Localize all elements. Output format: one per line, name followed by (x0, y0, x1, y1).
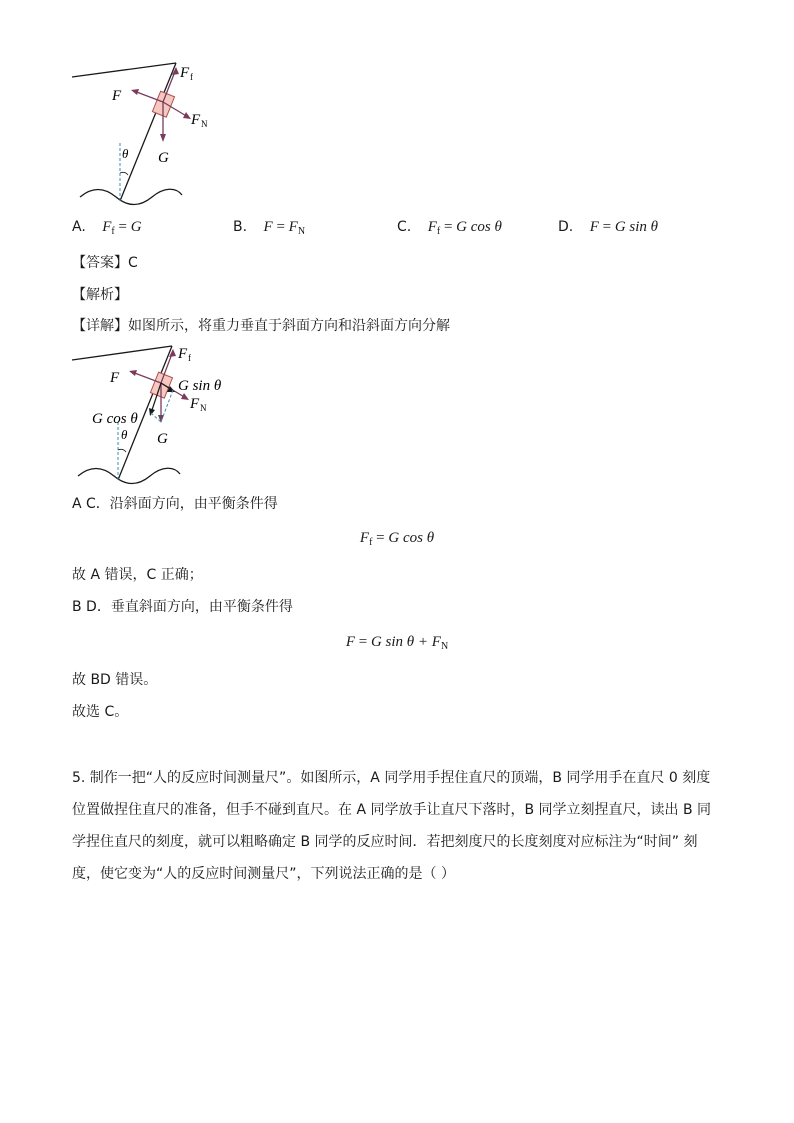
question-5 (72, 762, 732, 890)
eq1-lhs-sub: f (369, 537, 373, 548)
option-b[interactable] (233, 217, 305, 242)
option-key: D. (558, 219, 574, 235)
ac-intro: A C．沿斜面方向，由平衡条件得 (72, 496, 278, 512)
label-ff: F (180, 65, 190, 81)
option-rhs: G sin θ (614, 219, 659, 235)
label-ff-sub: f (188, 353, 191, 363)
eq2-rhs: G sin θ + F (370, 634, 441, 650)
eq1-rhs: G cos θ (388, 530, 435, 546)
answer-line (72, 253, 138, 273)
analysis-line (72, 285, 128, 305)
detail-tag: 【详解】 (72, 318, 128, 334)
label-gsin: G sin θ (178, 378, 222, 394)
q5-line: 度，使它变为“人的反应时间测量尺”，下列说法正确的是（ ） (72, 866, 455, 882)
q5-line: 学捏住直尺的刻度，就可以粗略确定 B 同学的反应时间．若把刻度尺的长度刻度对应标注为“时间” 刻 (72, 834, 698, 850)
label-fn: F (190, 396, 200, 412)
label-f: F (110, 370, 120, 386)
eq1-rel: = (372, 530, 389, 546)
label-ff: F (178, 346, 188, 362)
option-lhs: F (427, 219, 437, 235)
q5-line: 位置做捏住直尺的准备，但手不碰到直尺。在 A 同学放手让直尺下落时，B 同学立刻捏直尺，读出 B 同 (72, 802, 712, 818)
force-diagram-1 (60, 55, 230, 210)
eq1-lhs: F (359, 530, 370, 546)
answer-value: C (128, 255, 138, 271)
option-c[interactable] (397, 217, 502, 242)
q5-line: 5. 制作一把“人的反应时间测量尺”。如图所示，A 同学用手捏住直尺的顶端，B 同学用手在直尺 0 刻度 (72, 770, 711, 786)
equation-2 (0, 632, 794, 657)
bd-intro: B D．垂直斜面方向，由平衡条件得 (72, 599, 293, 615)
answer-tag: 【答案】 (72, 255, 128, 271)
bd-result: 故 BD 错误。 (72, 672, 158, 688)
option-lhs: F (589, 219, 599, 235)
detail-text: 如图所示，将重力垂直于斜面方向和沿斜面方向分解 (128, 318, 450, 334)
option-key: A. (72, 219, 86, 235)
label-gcos: G cos θ (92, 411, 138, 427)
option-lhs-sub: f (436, 226, 441, 237)
option-lhs: F (102, 219, 112, 235)
label-f: F (112, 88, 122, 104)
detail-line (72, 316, 450, 336)
option-rhs: F (288, 219, 298, 235)
force-diagram-2 (60, 338, 240, 488)
option-d[interactable] (558, 217, 658, 237)
option-key: C. (397, 219, 412, 235)
label-ff-sub: f (190, 72, 193, 82)
option-rhs: G cos θ (456, 219, 502, 235)
label-g: G (158, 150, 169, 166)
final-answer: 故选 C。 (72, 704, 129, 720)
option-key: B. (233, 219, 248, 235)
option-rel: = (598, 219, 615, 235)
eq2-lhs: F (345, 634, 355, 650)
label-g: G (157, 431, 168, 447)
analysis-tag: 【解析】 (72, 287, 128, 303)
option-rel: = (114, 219, 131, 235)
option-rhs-sub: N (297, 226, 306, 237)
option-a[interactable] (72, 217, 142, 242)
option-rhs: G (130, 219, 142, 235)
label-theta: θ (122, 146, 129, 161)
label-theta: θ (121, 427, 128, 442)
option-lhs: F (263, 219, 273, 235)
label-fn: F (191, 112, 201, 128)
eq2-rhs-sub: N (440, 641, 449, 652)
option-rel: = (272, 219, 289, 235)
option-lhs-sub: f (111, 226, 115, 237)
equation-1 (0, 528, 794, 553)
option-rel: = (440, 219, 457, 235)
ac-result: 故 A 错误，C 正确； (72, 567, 203, 583)
eq2-rel: = (354, 634, 371, 650)
label-fn-sub: N (201, 119, 208, 129)
label-fn-sub: N (200, 403, 207, 413)
